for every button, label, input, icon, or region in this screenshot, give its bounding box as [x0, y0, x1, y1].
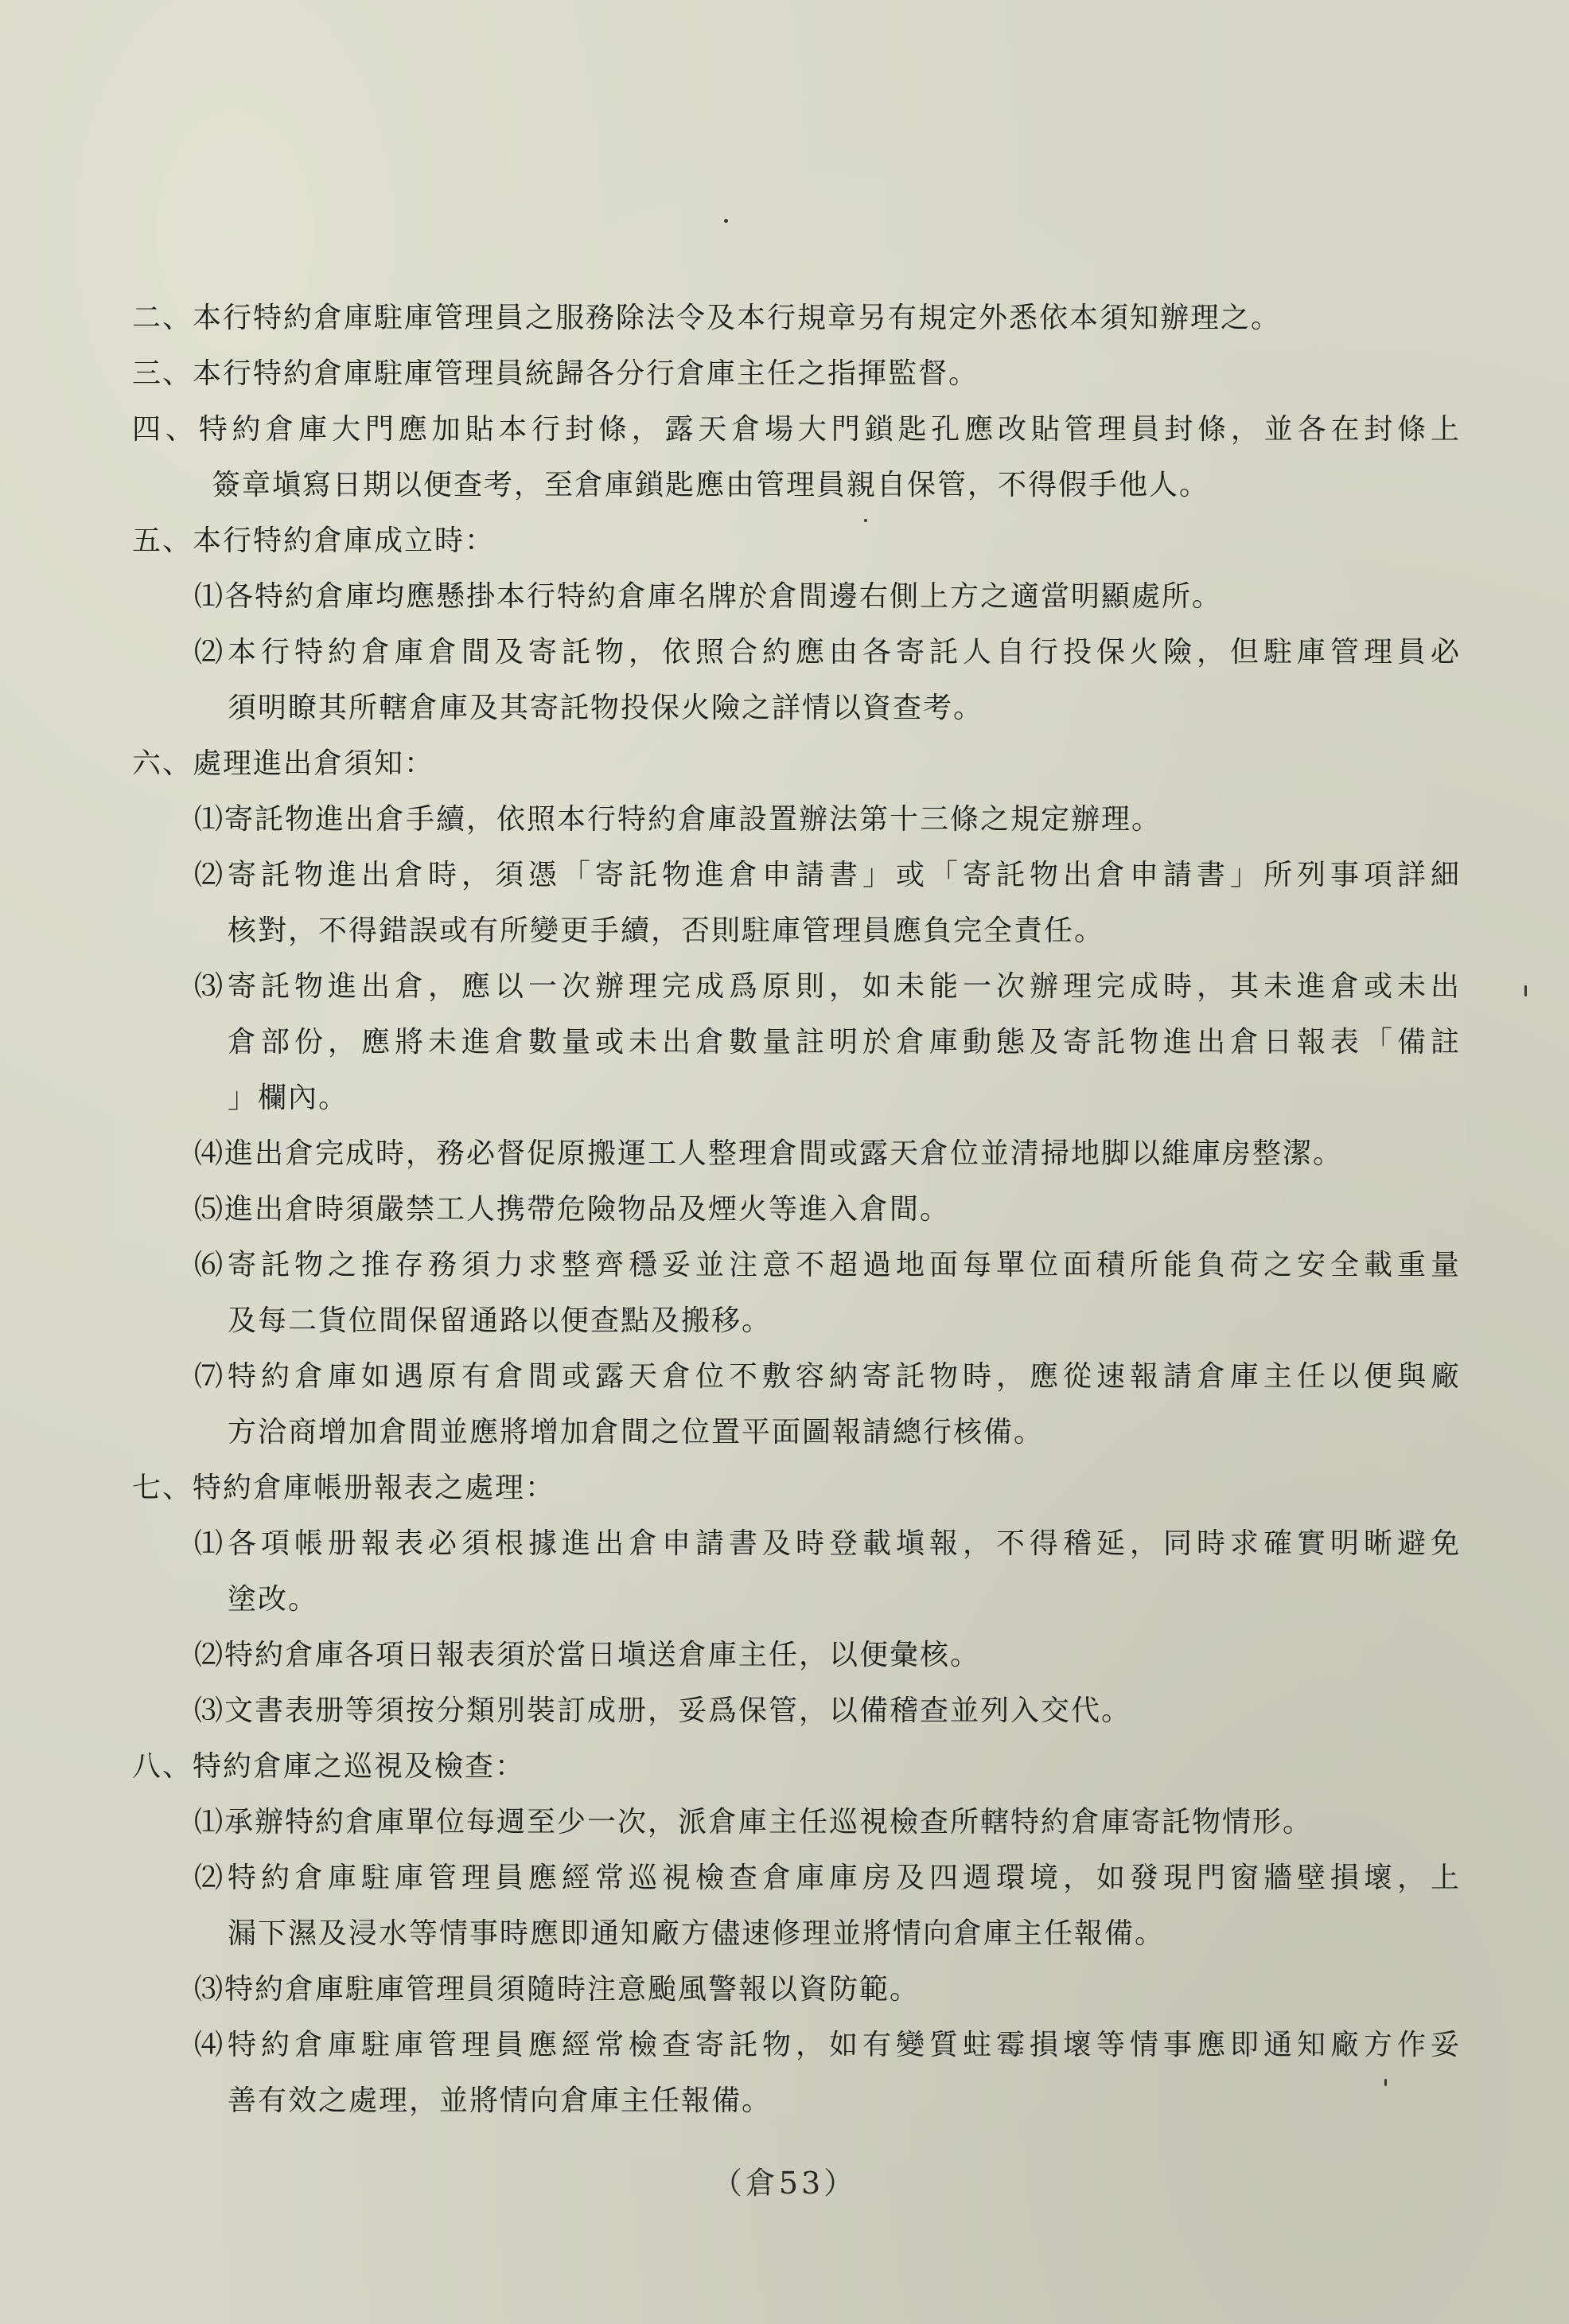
clause-item — [132, 2018, 1461, 2129]
item-text: ⑶特約倉庫駐庫管理員須隨時注意颱風警報以資防範。 — [194, 1973, 921, 2006]
clause-item — [132, 792, 1461, 848]
clause-section — [132, 513, 1461, 736]
item-continuation: 及每二貨位間保留通路以便查點及搬移。 — [228, 1304, 773, 1337]
item-text: ⑴各項帳册報表必須根據進出倉申請書及時登載塡報，不得稽延，同時求確實明晰避免 — [194, 1527, 1461, 1560]
clause-heading: 七、特約倉庫帳册報表之處理： — [132, 1472, 556, 1504]
item-text: ⑹寄託物之推存務須力求整齊穩妥並注意不超過地面每單位面積所能負荷之安全載重量 — [194, 1249, 1461, 1281]
ink-speck — [1524, 985, 1527, 996]
item-text: ⑴承辦特約倉庫單位每週至少一次，派倉庫主任巡視檢查所轄特約倉庫寄託物情形。 — [194, 1806, 1314, 1839]
clause-section — [132, 1739, 1461, 2129]
clause-section — [132, 290, 1461, 346]
clause-item — [132, 1238, 1461, 1349]
clause-item — [132, 1683, 1461, 1739]
item-continuation: 善有效之處理，並將情向倉庫主任報備。 — [228, 2084, 773, 2117]
ink-speck — [724, 219, 728, 223]
item-continuation: 漏下濕及浸水等情事時應即通知廠方儘速修理並將情向倉庫主任報備。 — [228, 1917, 1166, 1950]
clause-item — [132, 1349, 1461, 1460]
clause-item — [132, 1850, 1461, 1962]
clause-item — [132, 569, 1461, 625]
item-continuation: 倉部份，應將未進倉數量或未出倉數量註明於倉庫動態及寄託物進出倉日報表「備註 — [228, 1026, 1461, 1059]
page-number: （倉53） — [711, 2166, 858, 2201]
item-text: ⑵特約倉庫各項日報表須於當日塡送倉庫主任，以便彙核。 — [194, 1639, 981, 1671]
item-text: ⑷特約倉庫駐庫管理員應經常檢查寄託物，如有變質蛀霉損壞等情事應即通知廠方作妥 — [194, 2029, 1461, 2061]
clause-heading: 二、本行特約倉庫駐庫管理員之服務除法令及本行規章另有規定外悉依本須知辦理之。 — [132, 302, 1282, 334]
clause-section — [132, 1460, 1461, 1739]
clause-heading: 三、本行特約倉庫駐庫管理員統歸各分行倉庫主任之指揮監督。 — [132, 357, 979, 390]
item-continuation: 塗改。 — [228, 1583, 319, 1616]
clause-item — [132, 848, 1461, 959]
clause-section — [132, 736, 1461, 1460]
clause-item — [132, 1182, 1461, 1238]
item-text: ⑵特約倉庫駐庫管理員應經常巡視檢查倉庫庫房及四週環境，如發現門窗牆壁損壞，上 — [194, 1862, 1461, 1894]
clause-item — [132, 625, 1461, 736]
item-continuation: 須明瞭其所轄倉庫及其寄託物投保火險之詳情以資查考。 — [228, 692, 984, 724]
clause-heading: 八、特約倉庫之巡視及檢查： — [132, 1750, 526, 1783]
clause-item — [132, 1516, 1461, 1628]
item-text: ⑶寄託物進出倉，應以一次辦理完成爲原則，如未能一次辦理完成時，其未進倉或未出 — [194, 970, 1461, 1003]
item-continuation: 」欄內。 — [228, 1082, 349, 1114]
item-text: ⑺特約倉庫如遇原有倉間或露天倉位不敷容納寄託物時，應從速報請倉庫主任以便與廠 — [194, 1360, 1461, 1393]
clause-item — [132, 1628, 1461, 1683]
document-body — [132, 290, 1461, 2129]
clause-heading: 五、本行特約倉庫成立時： — [132, 524, 496, 557]
item-text: ⑴各特約倉庫均應懸掛本行特約倉庫名牌於倉間邊右側上方之適當明顯處所。 — [194, 580, 1223, 613]
item-continuation: 核對，不得錯誤或有所變更手續，否則駐庫管理員應負完全責任。 — [228, 914, 1105, 947]
clause-heading: 六、處理進出倉須知： — [132, 747, 435, 780]
item-continuation: 方洽商增加倉間並應將增加倉間之位置平面圖報請總行核備。 — [228, 1416, 1045, 1449]
clause-section — [132, 402, 1461, 513]
item-text: ⑵寄託物進出倉時，須憑「寄託物進倉申請書」或「寄託物出倉申請書」所列事項詳細 — [194, 859, 1461, 891]
item-text: ⑶文書表册等須按分類別裝訂成册，妥爲保管，以備稽查並列入交代。 — [194, 1694, 1132, 1727]
clause-item — [132, 1126, 1461, 1182]
clause-item — [132, 959, 1461, 1126]
item-text: ⑴寄託物進出倉手續，依照本行特約倉庫設置辦法第十三條之規定辦理。 — [194, 803, 1162, 836]
item-text: ⑵本行特約倉庫倉間及寄託物，依照合約應由各寄託人自行投保火險，但駐庫管理員必 — [194, 636, 1461, 669]
clause-continuation: 簽章塡寫日期以便查考，至倉庫鎖匙應由管理員親自保管，不得假手他人。 — [212, 469, 1210, 501]
clause-heading: 四、特約倉庫大門應加貼本行封條，露天倉場大門鎖匙孔應改貼管理員封條，並各在封條上 — [132, 413, 1461, 446]
clause-item — [132, 1962, 1461, 2018]
item-text: ⑷進出倉完成時，務必督促原搬運工人整理倉間或露天倉位並清掃地脚以維庫房整潔。 — [194, 1137, 1344, 1170]
item-text: ⑸進出倉時須嚴禁工人携帶危險物品及煙火等進入倉間。 — [194, 1193, 951, 1226]
clause-section — [132, 346, 1461, 402]
clause-item — [132, 1795, 1461, 1850]
